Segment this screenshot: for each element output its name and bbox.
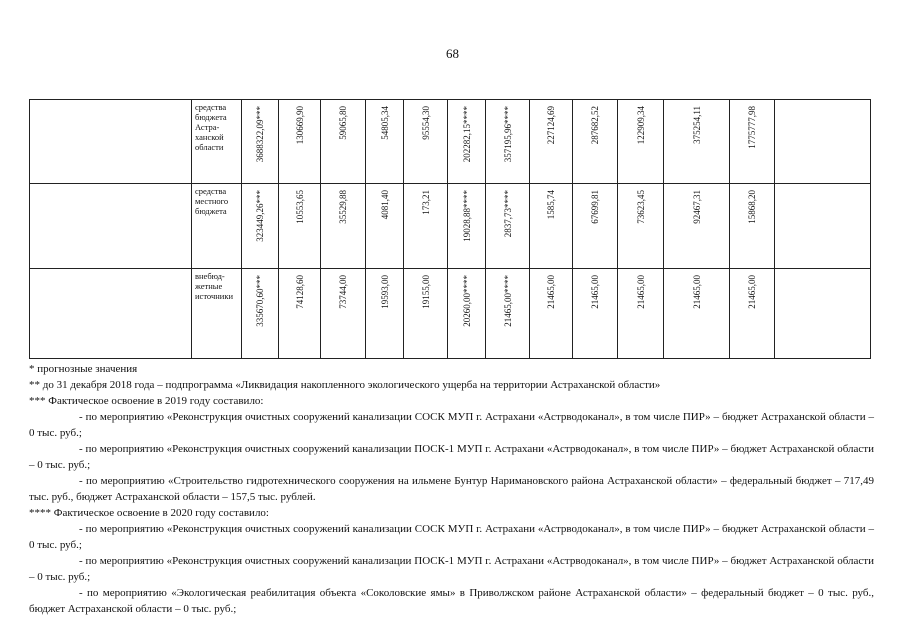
value-cell xyxy=(321,269,366,359)
footnote-2020-item: - по мероприятию «Реконструкция очистных сооружений канализации СОСК МУП г. Астрахани «Астрводоканал», в том числе ПИР» – бюджет Астраханской области – 0 тыс. руб.; xyxy=(29,523,874,551)
cell-value: 74128,60 xyxy=(294,275,305,309)
funding-table xyxy=(29,99,871,359)
cell-value: 10553,65 xyxy=(294,190,305,224)
cell-value: 67699,81 xyxy=(590,190,600,224)
footnote-2020-item: - по мероприятию «Экологическая реабилитация объекта «Соколовские ямы» в Приволжском районе Астраханской области» – федеральный бюджет – 0 тыс. руб., бюджет Астраханской области – 0 тыс. руб.; xyxy=(29,587,874,615)
page-number: 68 xyxy=(446,46,459,61)
value-cell xyxy=(279,184,321,269)
footnote-forecast: * прогнозные значения xyxy=(29,363,138,375)
footnote-2019-heading: *** Фактическое освоение в 2019 году составило: xyxy=(29,395,264,407)
table-row xyxy=(30,184,871,269)
cell-value: 323449,26*** xyxy=(255,190,265,242)
footnote-2019-item: - по мероприятию «Строительство гидротехнического сооружения на ильмене Бунтур Наримановского района Астраханской области» – федеральный бюджет – 717,49 тыс. руб., бюджет Астраханской области – 157,5 тыс. рублей. xyxy=(29,475,874,503)
value-cell xyxy=(664,269,730,359)
cell-value: 21465,00**** xyxy=(502,275,513,327)
footnote-2018: ** до 31 декабря 2018 года – подпрограмма «Ликвидация накопленного экологического ущерба на территории Астраханской области» xyxy=(29,379,661,391)
source-label-cell xyxy=(192,269,242,359)
table-row xyxy=(30,100,871,184)
footnotes xyxy=(29,361,874,617)
cell-value: 73623,45 xyxy=(635,190,646,224)
value-cell xyxy=(573,184,618,269)
cell-value: 2837,73**** xyxy=(502,190,513,238)
value-cell xyxy=(242,269,279,359)
cell-value: 227124,69 xyxy=(546,106,556,145)
source-label: средства бюджета Астра- ханской области xyxy=(195,102,227,152)
value-cell xyxy=(618,269,664,359)
cell-value: 35529,88 xyxy=(338,190,348,224)
empty-cell xyxy=(775,184,871,269)
value-cell xyxy=(486,269,530,359)
cell-value: 287682,52 xyxy=(590,106,600,145)
footnote-2019-item: - по мероприятию «Реконструкция очистных сооружений канализации СОСК МУП г. Астрахани «Астрводоканал», в том числе ПИР» – бюджет Астраханской области – 0 тыс. руб.; xyxy=(29,411,874,439)
source-label-cell xyxy=(192,100,242,184)
empty-cell xyxy=(775,100,871,184)
cell-value: 21465,00 xyxy=(635,275,646,309)
program-cell xyxy=(30,269,192,359)
cell-value: 59065,80 xyxy=(338,106,348,140)
value-cell xyxy=(573,269,618,359)
value-cell xyxy=(242,184,279,269)
cell-value: 3688322,09*** xyxy=(255,106,265,163)
footnote-2019-item: - по мероприятию «Реконструкция очистных сооружений канализации ПОСК-1 МУП г. Астрахани «Астрводоканал», в том числе ПИР» – бюджет Астраханской области – 0 тыс. руб.; xyxy=(29,443,874,471)
program-cell xyxy=(30,184,192,269)
value-cell xyxy=(664,100,730,184)
source-label: средства местного бюджета xyxy=(195,186,229,216)
cell-value: 21465,00 xyxy=(590,275,600,309)
footnote-2020-item: - по мероприятию «Реконструкция очистных сооружений канализации ПОСК-1 МУП г. Астрахани «Астрводоканал», в том числе ПИР» – бюджет Астраханской области – 0 тыс. руб.; xyxy=(29,555,874,583)
value-cell xyxy=(730,184,775,269)
cell-value: 19028,88**** xyxy=(461,190,472,242)
value-cell xyxy=(618,100,664,184)
cell-value: 357195,96**** xyxy=(502,106,513,163)
value-cell xyxy=(530,184,573,269)
value-cell xyxy=(530,100,573,184)
value-cell xyxy=(279,269,321,359)
cell-value: 21465,00 xyxy=(546,275,556,309)
cell-value: 20260,00**** xyxy=(461,275,472,327)
cell-value: 1585,74 xyxy=(546,190,556,220)
value-cell xyxy=(730,269,775,359)
cell-value: 202282,15**** xyxy=(461,106,472,163)
cell-value: 73744,00 xyxy=(338,275,348,309)
value-cell xyxy=(448,100,486,184)
value-cell xyxy=(279,100,321,184)
value-cell xyxy=(366,184,404,269)
value-cell xyxy=(404,269,448,359)
cell-value: 122909,34 xyxy=(635,106,646,145)
cell-value: 19593,00 xyxy=(379,275,390,309)
value-cell xyxy=(486,100,530,184)
cell-value: 92467,31 xyxy=(691,190,702,224)
cell-value: 15868,20 xyxy=(747,190,757,224)
value-cell xyxy=(321,100,366,184)
value-cell xyxy=(530,269,573,359)
value-cell xyxy=(573,100,618,184)
value-cell xyxy=(664,184,730,269)
cell-value: 21465,00 xyxy=(691,275,702,309)
program-cell xyxy=(30,100,192,184)
cell-value: 19155,00 xyxy=(420,275,431,309)
cell-value: 173,21 xyxy=(420,190,431,215)
value-cell xyxy=(618,184,664,269)
footnote-2020-heading: **** Фактическое освоение в 2020 году составило: xyxy=(29,507,269,519)
value-cell xyxy=(404,100,448,184)
value-cell xyxy=(448,269,486,359)
value-cell xyxy=(486,184,530,269)
cell-value: 95554,30 xyxy=(420,106,431,140)
source-label: внебюд- жетные источники xyxy=(195,271,234,301)
value-cell xyxy=(730,100,775,184)
cell-value: 375254,11 xyxy=(691,106,702,144)
cell-value: 4081,40 xyxy=(379,190,390,220)
cell-value: 335670,60*** xyxy=(255,275,265,327)
value-cell xyxy=(242,100,279,184)
cell-value: 1775777,98 xyxy=(747,106,757,149)
value-cell xyxy=(366,100,404,184)
cell-value: 130669,90 xyxy=(294,106,305,145)
cell-value: 21465,00 xyxy=(747,275,757,309)
table-row xyxy=(30,269,871,359)
empty-cell xyxy=(775,269,871,359)
source-label-cell xyxy=(192,184,242,269)
value-cell xyxy=(448,184,486,269)
cell-value: 54805,34 xyxy=(379,106,390,140)
value-cell xyxy=(366,269,404,359)
value-cell xyxy=(404,184,448,269)
value-cell xyxy=(321,184,366,269)
